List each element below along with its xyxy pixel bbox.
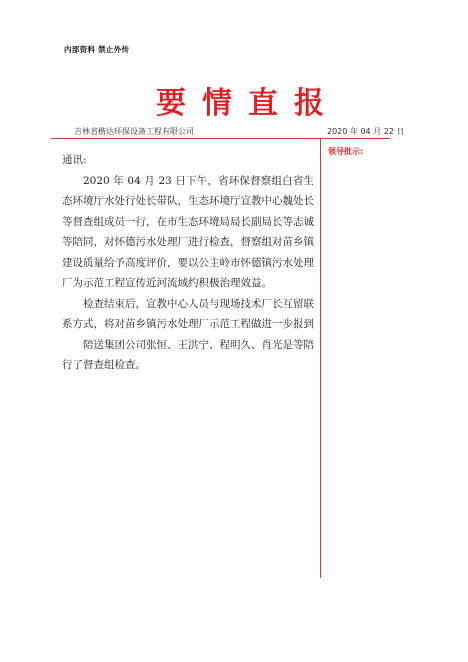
report-date: 2020 年 04 月 22 日 <box>327 127 405 136</box>
paragraph-2: 检查结束后，宣教中心人员与现场技术厂长互留联系方式，将对苗乡镇污水处理厂示范工程做进一步报到 <box>62 297 314 330</box>
column-divider <box>320 138 321 578</box>
confidential-notice: 内部资料 禁止外传 <box>64 45 130 54</box>
header-divider <box>51 138 390 139</box>
company-name: 吉林省楷达环保设备工程有限公司 <box>74 127 194 136</box>
approval-label: 领导批示: <box>328 147 364 156</box>
report-body <box>62 150 314 376</box>
paragraph-3: 陪送集团公司张恒、王洪宁、程明久、肖光是等陪行了督查组检查。 <box>62 338 314 371</box>
paragraph-1: 2020 年 04 月 23 日下午，省环保督察组白省生态环境厅水处行处长带队，生态环境厅宣教中心魏处长等督查组成员一行，在市生态环境局局长副局长等志诚等陪同，对怀德污水处理厂进行检查，督察组对苗乡镇建设质量给予高度评价，要以公主岭市怀德镇污水处理厂为示范工程宣传近河流域约积极治理效益。 <box>62 174 314 289</box>
page-title: 要情直报 <box>156 86 340 121</box>
salutation: 通讯: <box>62 154 87 166</box>
